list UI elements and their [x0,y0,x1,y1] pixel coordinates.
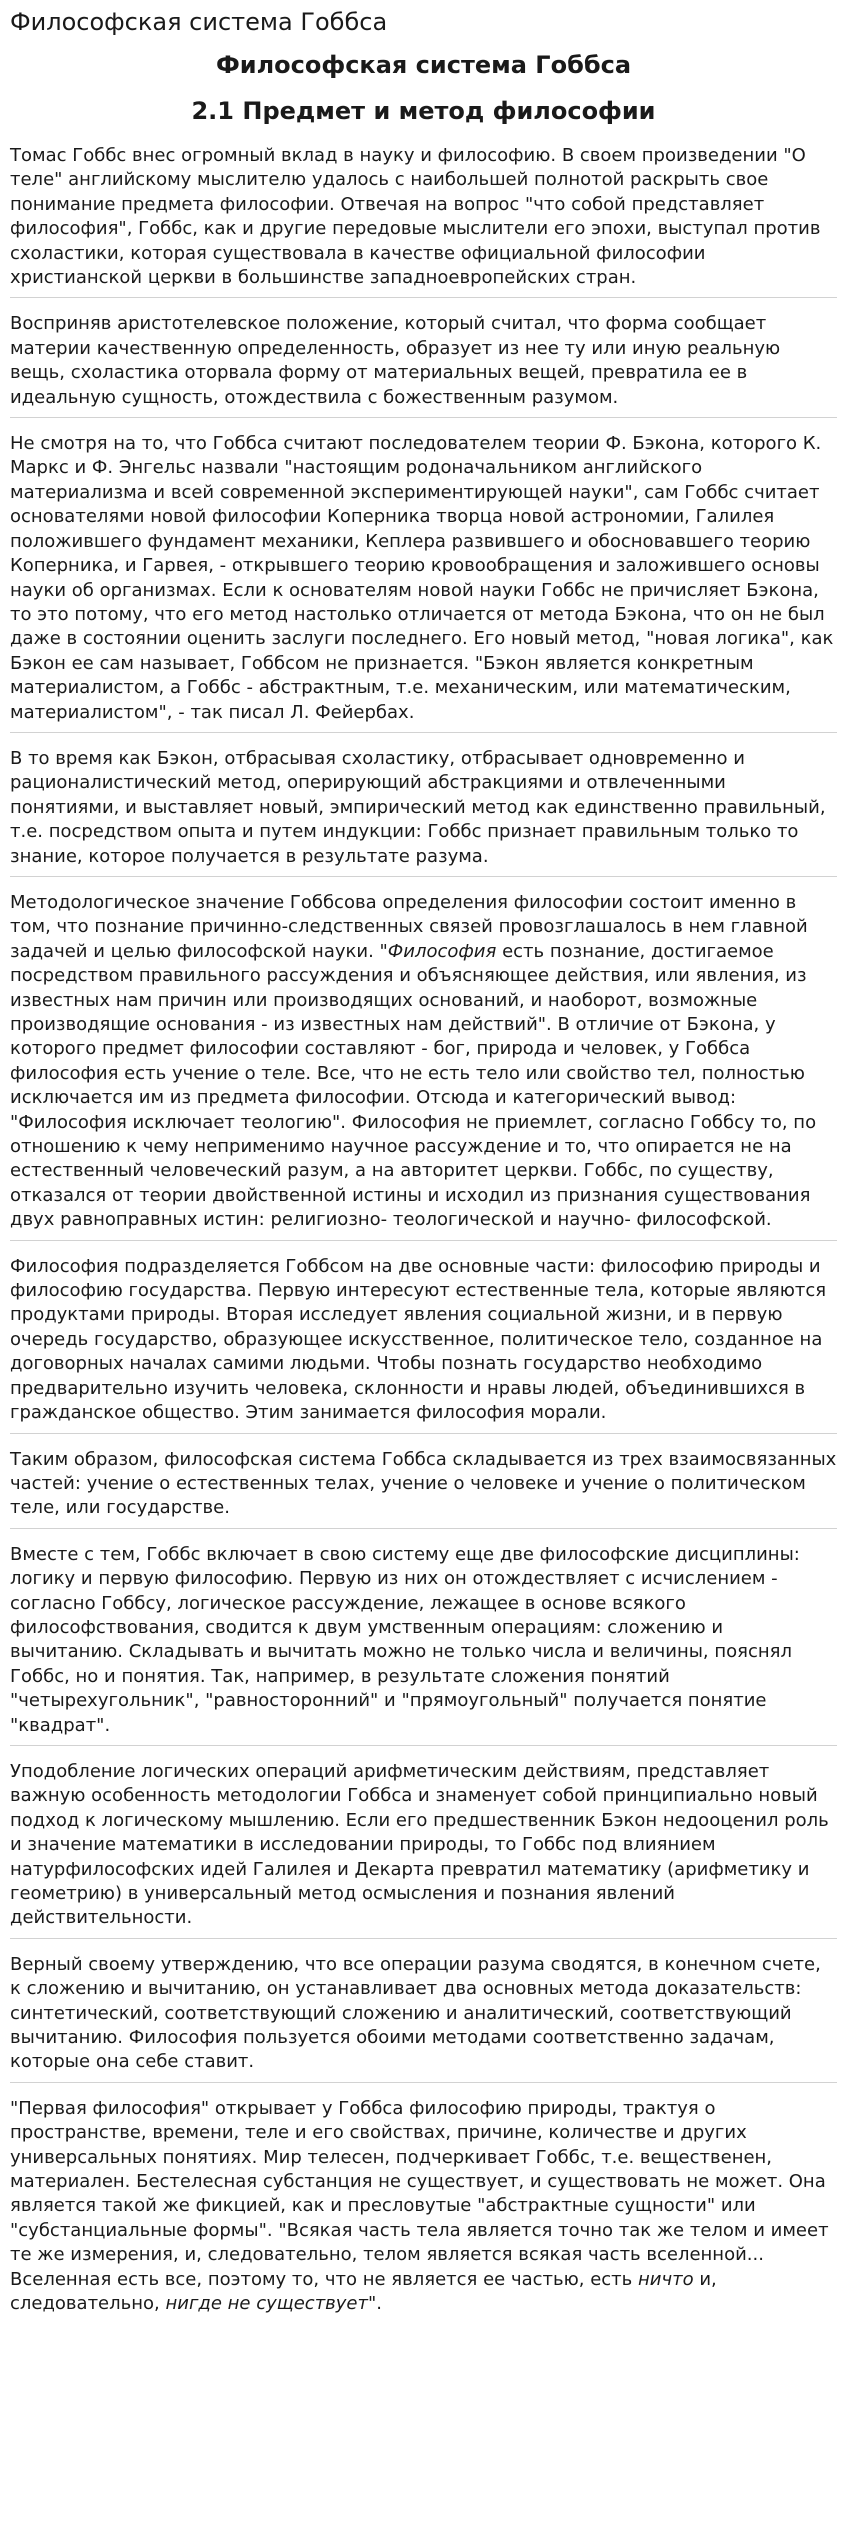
section-heading: 2.1 Предмет и метод философии [191,97,656,125]
paragraph [10,428,837,733]
paragraph-text: Томас Гоббс внес огромный вклад в науку и философию. В своем произведении "О теле" английскому мыслителю удалось с наибольшей полнотой раскрыть свое понимание предмета философии. Отвечая на вопрос "что собой представляет философия", Гоббс, как и другие передовые мыслители его эпохи, выступал против схоластики, которая существовала в качестве официальной философии христианской церкви в большинстве западноевропейских стран. [10,145,821,289]
paragraph-text: "Первая философия" открывает у Гоббса философию природы, трактуя о пространстве, времени, теле и его свойствах, причине, количестве и других универсальных понятиях. Мир телесен, подчеркивает Гоббс, т.е. вещественен, материален. Бестелесная субстанция не существует, и существовать не может. Она является такой же фикцией, как и пресловутые "абстрактные сущности" или "субстанциальные формы". "Всякая часть тела является точно так же телом и имеет те же измерения, и, следовательно, телом является всякая часть вселенной... Вселенная есть все, поэтому то, что не является ее частью, есть [10,2097,829,2290]
main-heading: Философская система Гоббса [215,51,632,79]
paragraph [10,743,837,877]
paragraph [10,1539,837,1746]
paragraph-text: ". [368,2293,383,2315]
paragraph-text: В то время как Бэкон, отбрасывая схоластику, отбрасывает одновременно и рационалистический метод, оперирующий абстракциями и отвлеченными понятиями, и выставляет новый, эмпирический метод как единственно правильный, т.е. посредством опыта и путем индукции: Гоббс признает правильным только то знание, которое получается в результате разума. [10,747,826,867]
paragraph [10,1949,837,2083]
italic-text: ничто [637,2268,694,2290]
paragraph-text: Таким образом, философская система Гоббса складывается из трех взаимосвязанных частей: учение о естественных телах, учение о человеке и учение о политическом теле, или государстве. [10,1448,837,1519]
paragraph [10,1756,837,1939]
paragraph-text: есть познание, достигаемое посредством правильного рассуждения и объясняющее действия, или явления, из известных нам причин или производящих оснований, и наоборот, возможные производящие основания - из известных нам действий". В отличие от Бэкона, у которого предмет философии составляют - бог, природа и человек, у Гоббса философия есть учение о теле. Все, что не есть тело или свойство тел, полностью исключается им из предмета философии. Отсюда и категорический вывод: "Философия исключает теологию". Философия не приемлет, согласно Гоббсу то, по отношению к чему неприменимо научное рассуждение и то, что опирается не на естественный человеческий разум, а на авторитет церкви. Гоббс, по существу, отказался от теории двойственной истины и исходил из признания существования двух равноправных истин: религиозно- теологической и научно- философской. [10,940,817,1231]
paragraph [10,887,837,1241]
paragraph-text: и, следовательно, [10,2268,717,2315]
paragraph-text: Вместе с тем, Гоббс включает в свою систему еще две философские дисциплины: логику и первую философию. Первую из них он отождествляет с исчислением - согласно Гоббсу, логическое рассуждение, лежащее в основе всякого философствования, сводится к двум умственным операциям: сложению и вычитанию. Складывать и вычитать можно не только числа и величины, пояснял Гоббс, но и понятия. Так, например, в результате сложения понятий "четырехугольник", "равносторонний" и "прямоугольный" получается понятие "квадрат". [10,1543,800,1736]
italic-text: Философия [387,940,497,962]
paragraph-text: Уподобление логических операций арифметическим действиям, представляет важную особенность методологии Гоббса и знаменует собой принципиально новый подход к логическому мышлению. Если его предшественник Бэкон недооценил роль и значение математики в исследовании природы, то Гоббс под влиянием натурфилософских идей Галилея и Декарта превратил математику (арифметику и геометрию) в универсальный метод осмысления и познания явлений действительности. [10,1760,829,1929]
paragraph [10,140,837,298]
paragraph [10,1444,837,1529]
paragraph-text: Методологическое значение Гоббсова определения философии состоит именно в том, что познание причинно-следственных связей провозглашалось в нем главной задачей и целью философской науки. " [10,891,808,962]
paragraph-text: Не смотря на то, что Гоббса считают последователем теории Ф. Бэкона, которого К. Маркс и Ф. Энгельс назвали "настоящим родоначальником английского материализма и всей современной экспериментирующей науки", сам Гоббс считает основателями новой философии Коперника творца новой астрономии, Галилея положившего фундамент механики, Кеплера развившего и обосновавшего теорию Коперника, и Гарвея, - открывшего теорию кровообращения и заложившего основы науки об организмах. Если к основателям новой науки Гоббс не причисляет Бэкона, то это потому, что его метод настолько отличается от метода Бэкона, что он не был даже в состоянии оценить заслуги последнего. Его новый метод, "новая логика", как Бэкон ее сам называет, Гоббсом не признается. "Бэкон является конкретным материалистом, а Гоббс - абстрактным, т.е. механическим, или математическим, материалистом", - так писал Л. Фейербах. [10,433,834,723]
paragraph-text: Философия подразделяется Гоббсом на две основные части: философию природы и философию государства. Первую интересуют естественные тела, которые являются продуктами природы. Вторая исследует явления социальной жизни, и в первую очередь государство, образующее искусственное, политическое тело, созданное на договорных началах самими людьми. Чтобы познать государство необходимо предварительно изучить человека, склонности и нравы людей, объединившихся в гражданское общество. Этим занимается философия морали. [10,1255,827,1424]
paragraph-text: Верный своему утверждению, что все операции разума сводятся, в конечном счете, к сложению и вычитанию, он устанавливает два основных метода доказательств: синтетический, соответствующий сложению и аналитический, соответствующий вычитанию. Философия пользуется обоими методами соответственно задачам, которые она себе ставит. [10,1953,821,2073]
paragraph [10,308,837,418]
italic-text: нигде не существует [165,2293,368,2315]
document-page [0,8,847,2542]
paragraph [10,1251,837,1434]
paragraph-text: Восприняв аристотелевское положение, который считал, что форма сообщает материи качественную определенность, образует из нее ту или иную реальную вещь, схоластика оторвала форму от материальных вещей, превратила ее в идеальную сущность, отождествила с божественным разумом. [10,313,781,408]
article-body [10,140,837,2324]
document-title: Философская система Гоббса [10,8,388,36]
paragraph [10,2093,837,2324]
